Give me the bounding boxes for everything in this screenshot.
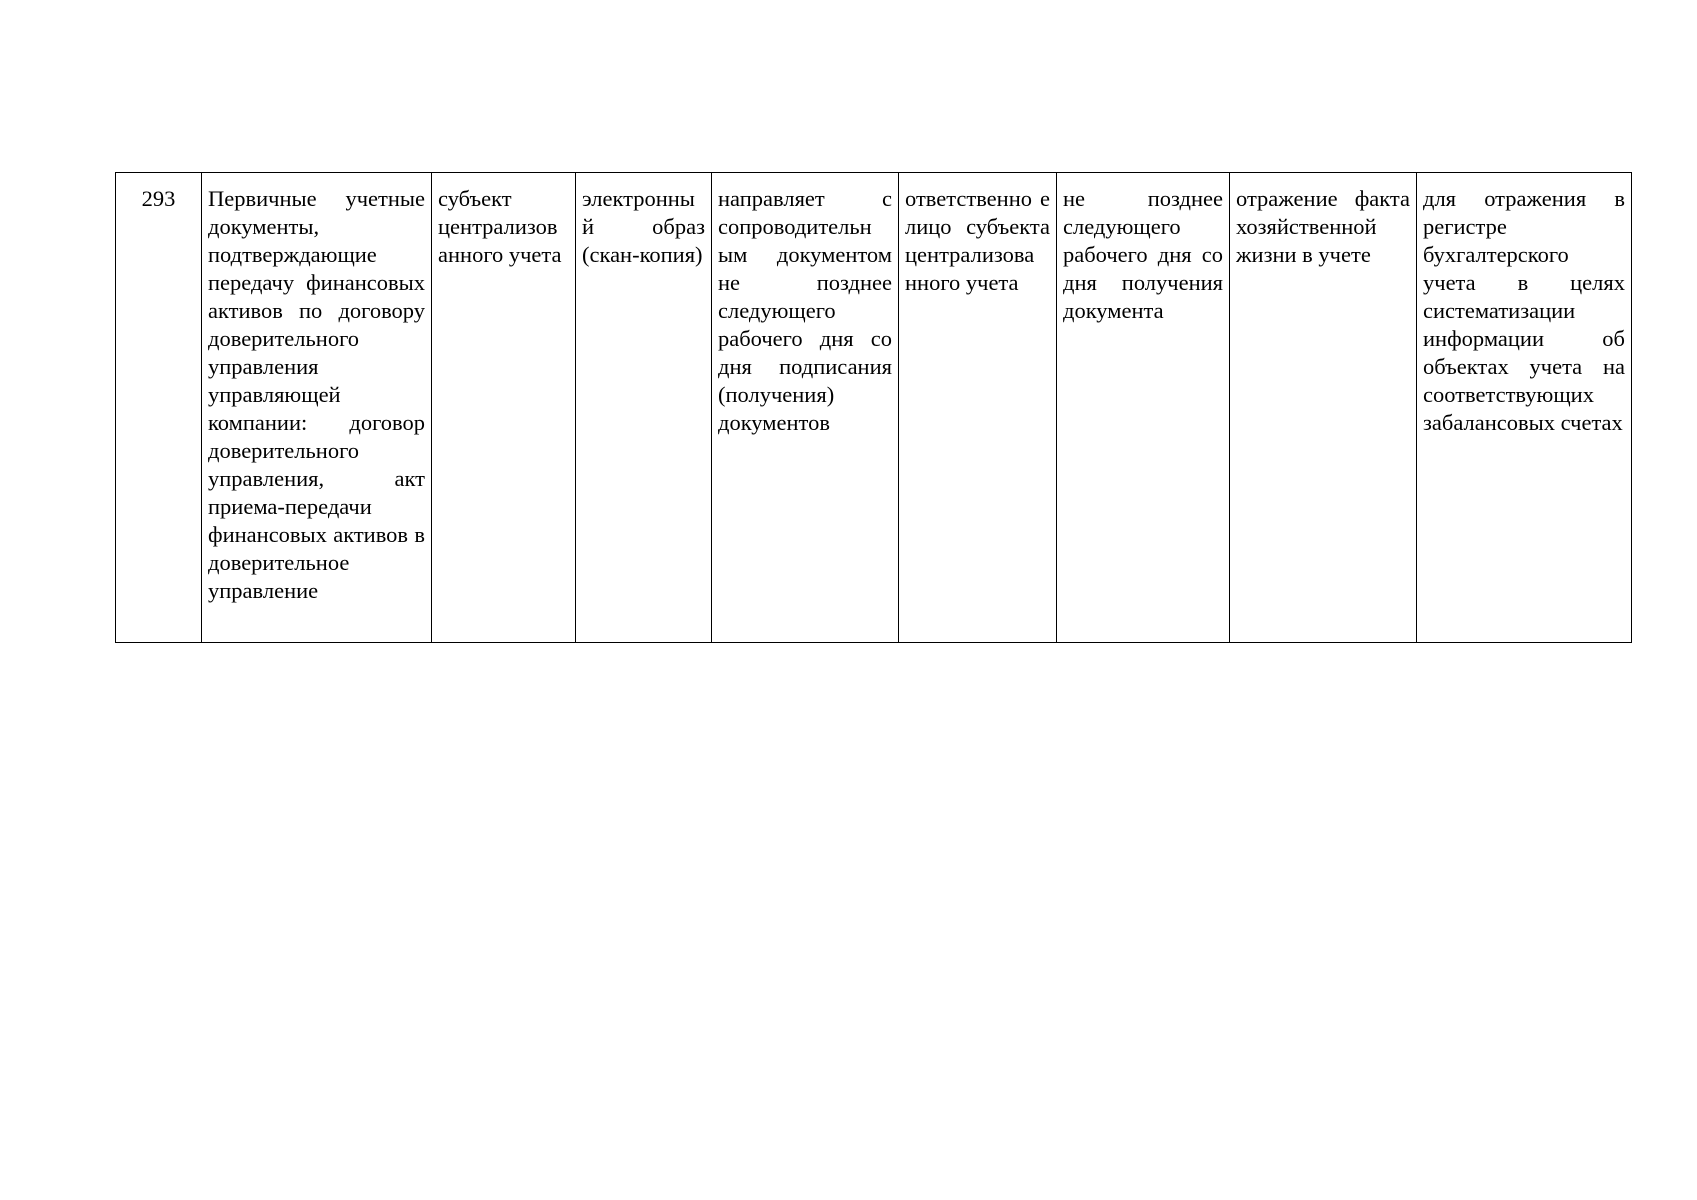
deadline-cell — [1057, 173, 1230, 643]
creator-cell — [432, 173, 576, 643]
row-number: 293 — [141, 186, 176, 211]
responsible-text: ответственно е лицо субъекта централизова нного учета — [905, 186, 1050, 295]
responsible-cell — [899, 173, 1057, 643]
row-number-cell — [116, 173, 202, 643]
note-cell — [1417, 173, 1632, 643]
format-cell — [576, 173, 712, 643]
note-text: для отражения в регистре бухгалтерского учета в целях систематизации информации об объектах учета на соответствующих забалансовых счетах — [1423, 186, 1625, 435]
purpose-cell — [1230, 173, 1417, 643]
procedure-cell — [712, 173, 899, 643]
table-row — [116, 173, 1632, 643]
creator-text: субъект централизов анного учета — [438, 186, 562, 267]
document-cell — [202, 173, 432, 643]
document-text: Первичные учетные документы, подтверждающие передачу финансовых активов по договору доверительного управления управляющей компании: договор доверительного управления, акт приема-передачи финансовых активов в доверительное управление — [208, 186, 425, 603]
format-text: электронны й образ (скан-копия) — [582, 186, 705, 267]
purpose-text: отражение факта хозяйственной жизни в учете — [1236, 186, 1410, 267]
document-table — [115, 172, 1632, 643]
procedure-text: направляет с сопроводительн ым документом не позднее следующего рабочего дня со дня подписания (получения) документов — [718, 186, 892, 435]
deadline-text: не позднее следующего рабочего дня со дня получения документа — [1063, 186, 1223, 323]
